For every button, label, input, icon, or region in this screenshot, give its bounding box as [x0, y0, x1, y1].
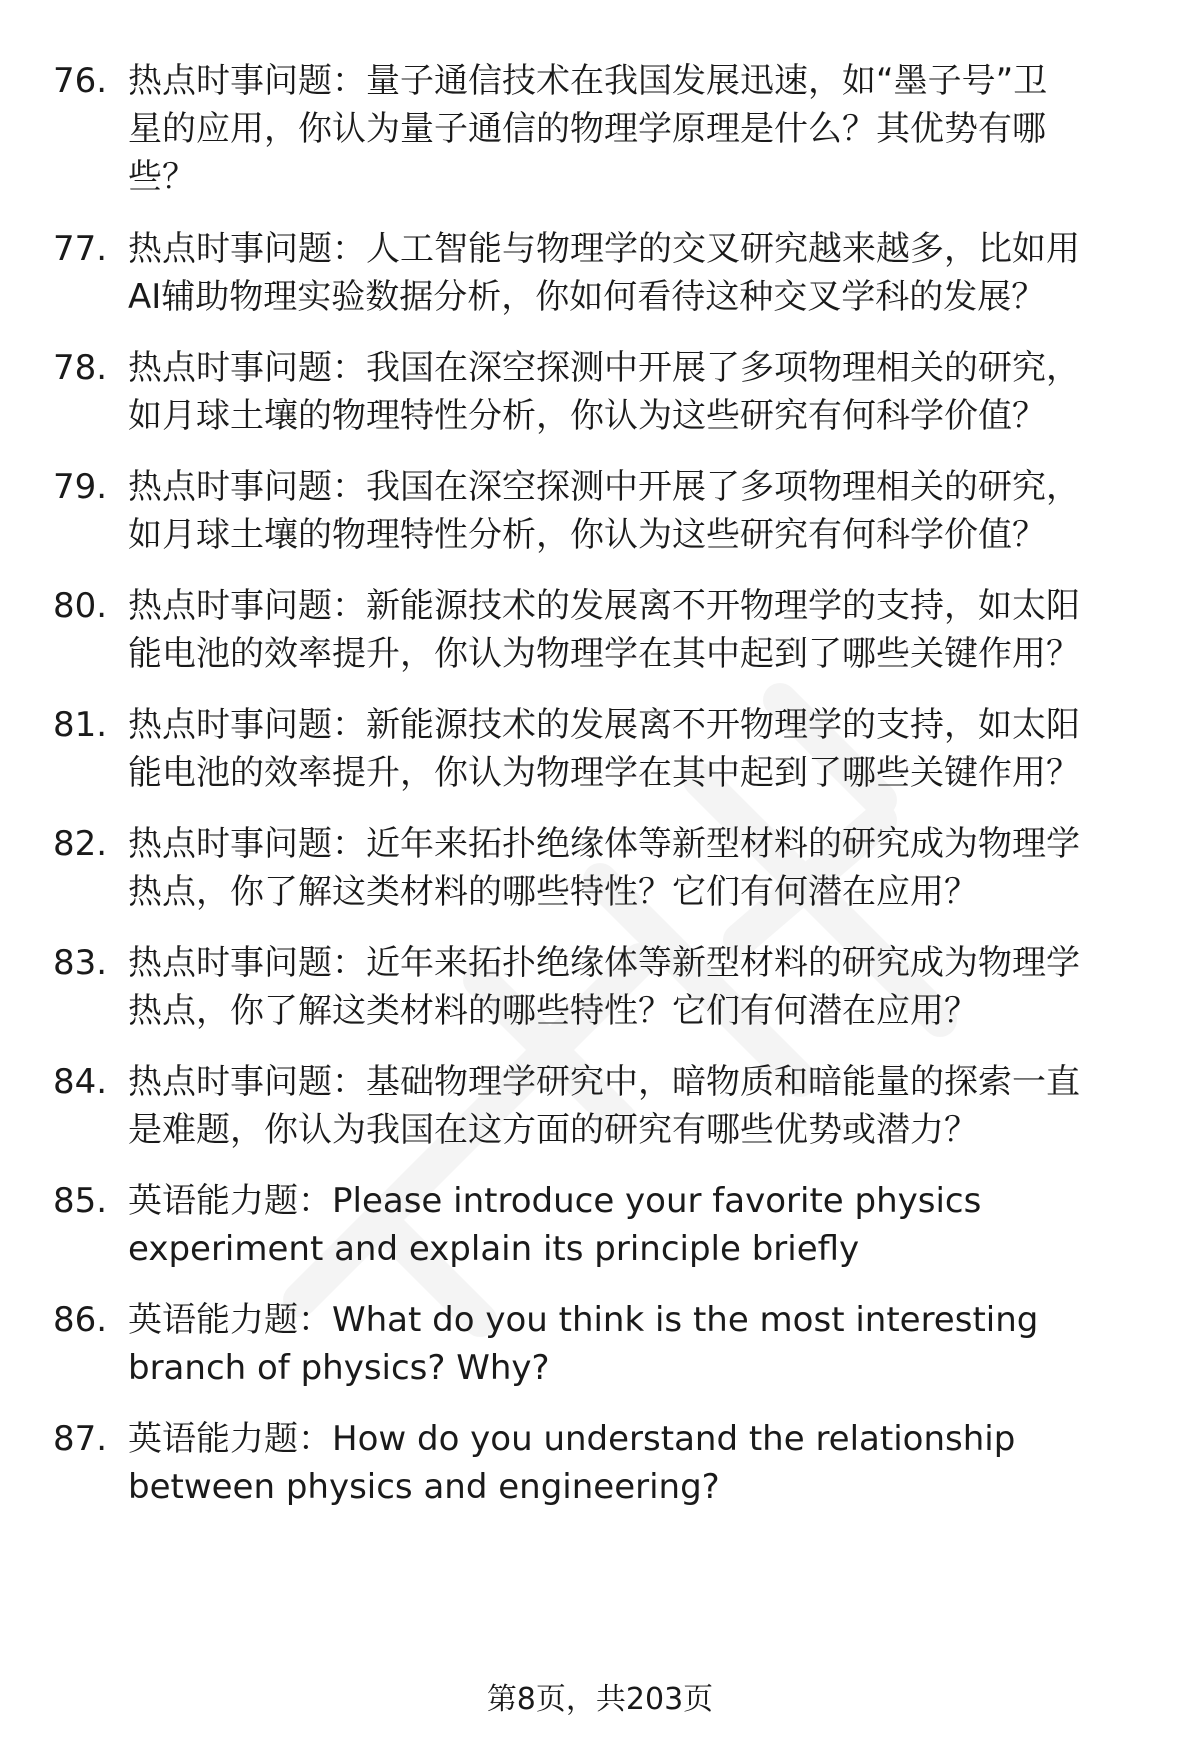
question-text: 英语能力题：What do you think is the most interesting branch of physics? Why? — [128, 1300, 1039, 1388]
question-text: 热点时事问题：基础物理学研究中，暗物质和暗能量的探索一直 是难题，你认为我国在这方面的研究有哪些优势或潜力？ — [128, 1062, 1080, 1150]
question-item — [0, 1058, 1200, 1177]
question-item — [0, 582, 1200, 701]
question-number: 85. — [53, 1181, 108, 1221]
question-number: 78. — [53, 348, 108, 388]
question-list — [0, 57, 1200, 1525]
question-number: 87. — [53, 1419, 108, 1459]
question-item — [0, 701, 1200, 820]
question-item — [0, 1296, 1200, 1415]
question-item — [0, 344, 1200, 463]
question-item — [0, 225, 1200, 344]
question-item — [0, 463, 1200, 582]
question-number: 83. — [53, 943, 108, 983]
question-text: 热点时事问题：人工智能与物理学的交叉研究越来越多，比如用 AI辅助物理实验数据分析，你如何看待这种交叉学科的发展？ — [128, 229, 1080, 317]
question-text: 热点时事问题：新能源技术的发展离不开物理学的支持，如太阳 能电池的效率提升，你认为物理学在其中起到了哪些关键作用？ — [128, 705, 1080, 793]
question-number: 84. — [53, 1062, 108, 1102]
question-number: 82. — [53, 824, 108, 864]
question-number: 81. — [53, 705, 108, 745]
question-item — [0, 57, 1200, 225]
question-text: 热点时事问题：近年来拓扑绝缘体等新型材料的研究成为物理学 热点，你了解这类材料的哪些特性？它们有何潜在应用？ — [128, 943, 1080, 1031]
question-number: 77. — [53, 229, 108, 269]
question-text: 热点时事问题：近年来拓扑绝缘体等新型材料的研究成为物理学 热点，你了解这类材料的哪些特性？它们有何潜在应用？ — [128, 824, 1080, 912]
question-text: 热点时事问题：我国在深空探测中开展了多项物理相关的研究， 如月球土壤的物理特性分析，你认为这些研究有何科学价值？ — [128, 348, 1080, 436]
question-item — [0, 1415, 1200, 1525]
question-item — [0, 1177, 1200, 1296]
question-text: 热点时事问题：新能源技术的发展离不开物理学的支持，如太阳 能电池的效率提升，你认为物理学在其中起到了哪些关键作用？ — [128, 586, 1080, 674]
page-number-label: 第8页，共203页 — [486, 1682, 714, 1717]
question-text: 英语能力题：Please introduce your favorite physics experiment and explain its principle briefly — [128, 1181, 982, 1269]
question-item — [0, 820, 1200, 939]
question-number: 80. — [53, 586, 108, 626]
page-footer — [0, 1680, 1200, 1720]
question-text: 热点时事问题：量子通信技术在我国发展迅速，如“墨子号”卫 星的应用，你认为量子通信的物理学原理是什么？其优势有哪 些？ — [128, 61, 1048, 197]
question-number: 76. — [53, 61, 108, 101]
question-number: 86. — [53, 1300, 108, 1340]
question-text: 英语能力题：How do you understand the relationship between physics and engineering? — [128, 1419, 1016, 1507]
question-item — [0, 939, 1200, 1058]
question-text: 热点时事问题：我国在深空探测中开展了多项物理相关的研究， 如月球土壤的物理特性分析，你认为这些研究有何科学价值？ — [128, 467, 1080, 555]
question-number: 79. — [53, 467, 108, 507]
